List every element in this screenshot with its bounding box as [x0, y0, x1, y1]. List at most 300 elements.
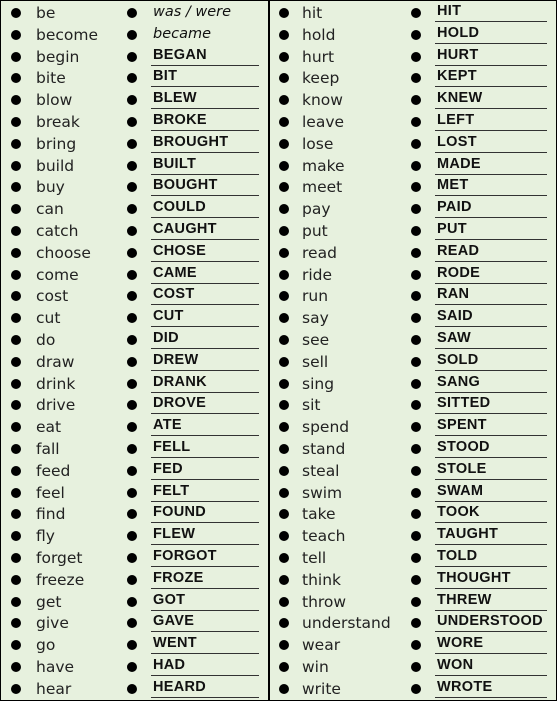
bullet-icon [127, 248, 137, 258]
bullet-icon [279, 379, 289, 389]
bullet-icon [11, 488, 21, 498]
bullet-icon [411, 444, 421, 454]
past-tense-answer: CAME [153, 264, 197, 281]
bullet-icon [127, 182, 137, 192]
answer-underline [151, 174, 259, 175]
bullet-icon [279, 313, 289, 323]
past-tense-answer: FELL [153, 439, 191, 455]
bullet-icon [127, 444, 137, 454]
bullet-icon [279, 466, 289, 476]
verb-row [1, 264, 268, 286]
answer-underline [151, 261, 259, 262]
bullet-icon [127, 291, 137, 301]
base-verb: cost [36, 287, 69, 306]
answer-underline [151, 413, 259, 414]
past-tense-answer: SAID [437, 308, 473, 325]
base-verb: catch [36, 222, 79, 240]
answer-underline [435, 675, 547, 676]
verb-row [270, 547, 556, 569]
bullet-icon [11, 575, 21, 585]
past-tense-answer: FORGOT [153, 548, 217, 564]
answer-underline [151, 195, 259, 196]
verb-row [270, 503, 556, 525]
bullet-icon [127, 422, 137, 432]
verb-row [1, 242, 268, 264]
base-verb: drive [36, 396, 76, 415]
bullet-icon [11, 313, 21, 323]
base-verb: see [302, 331, 330, 349]
answer-underline [435, 152, 547, 153]
bullet-icon [127, 662, 137, 672]
bullet-icon [127, 618, 137, 628]
bullet-icon [279, 575, 289, 585]
verb-row [1, 176, 268, 198]
past-tense-answer: HIT [437, 3, 462, 19]
verb-row [270, 176, 556, 198]
past-tense-answer: HURT [437, 46, 479, 63]
answer-underline [151, 392, 259, 393]
base-verb: swim [302, 483, 343, 502]
bullet-icon [279, 8, 289, 18]
past-tense-answer: ATE [153, 417, 182, 434]
base-verb: leave [302, 113, 345, 131]
bullet-icon [279, 270, 289, 280]
past-tense-answer: LOST [437, 133, 477, 150]
answer-underline [151, 348, 259, 349]
verb-row [1, 46, 268, 68]
answer-underline [435, 283, 547, 284]
bullet-icon [411, 95, 421, 105]
verb-row [1, 416, 268, 438]
base-verb: draw [36, 352, 75, 371]
past-tense-answer: FROZE [153, 569, 204, 586]
left-column-group [1, 1, 268, 700]
right-column-group [270, 1, 556, 700]
bullet-icon [411, 226, 421, 236]
base-verb: fly [36, 527, 55, 546]
past-tense-answer: BOUGHT [153, 177, 218, 194]
past-tense-answer: TOLD [437, 548, 478, 564]
bullet-icon [411, 400, 421, 410]
bullet-icon [127, 575, 137, 585]
answer-underline [151, 217, 259, 218]
past-tense-answer: STOLE [437, 460, 487, 477]
past-tense-answer: was / were [153, 4, 232, 20]
past-tense-answer: DRANK [153, 373, 207, 390]
past-tense-answer: HEARD [153, 678, 207, 695]
base-verb: become [36, 25, 99, 44]
past-tense-answer: FELT [153, 482, 190, 499]
past-tense-answer: CHOSE [153, 242, 207, 259]
bullet-icon [279, 204, 289, 214]
bullet-icon [11, 335, 21, 345]
base-verb: bite [36, 69, 66, 88]
answer-underline [151, 610, 259, 611]
answer-underline [435, 239, 547, 240]
past-tense-answer: SANG [437, 373, 481, 390]
bullet-icon [127, 161, 137, 171]
base-verb: can [36, 200, 64, 219]
past-tense-answer: RAN [437, 286, 470, 303]
bullet-icon [279, 117, 289, 127]
answer-underline [435, 65, 547, 66]
bullet-icon [127, 117, 137, 127]
past-tense-answer: TAUGHT [437, 526, 499, 543]
base-verb: choose [36, 243, 91, 262]
past-tense-answer: DID [153, 330, 179, 346]
verb-row [270, 416, 556, 438]
bullet-icon [127, 553, 137, 563]
bullet-icon [411, 553, 421, 563]
verb-row [270, 351, 556, 373]
verb-row [270, 569, 556, 591]
past-tense-answer: KNEW [437, 90, 483, 107]
past-tense-answer: WON [437, 657, 474, 673]
bullet-icon [411, 509, 421, 519]
past-tense-answer: COULD [153, 199, 207, 216]
past-tense-answer: HAD [153, 657, 186, 673]
past-tense-answer: FOUND [153, 504, 207, 521]
verb-row [270, 307, 556, 329]
base-verb: bring [36, 134, 77, 153]
bullet-icon [411, 73, 421, 83]
answer-underline [151, 631, 259, 632]
bullet-icon [11, 422, 21, 432]
bullet-icon [411, 531, 421, 541]
bullet-icon [279, 52, 289, 62]
past-tense-answer: BEGAN [153, 46, 207, 63]
base-verb: win [302, 658, 329, 676]
bullet-icon [279, 226, 289, 236]
answer-underline [151, 108, 259, 109]
bullet-icon [279, 248, 289, 258]
bullet-icon [11, 182, 21, 192]
answer-underline [151, 566, 259, 567]
answer-underline [151, 130, 259, 131]
verb-row [270, 394, 556, 416]
bullet-icon [279, 400, 289, 410]
answer-underline [151, 326, 259, 327]
bullet-icon [11, 52, 21, 62]
past-tense-answer: UNDERSTOOD [437, 613, 543, 630]
bullet-icon [127, 466, 137, 476]
bullet-icon [11, 139, 21, 149]
verb-row [1, 460, 268, 482]
past-tense-answer: KEPT [437, 68, 477, 85]
verb-row [1, 547, 268, 569]
past-tense-answer: GOT [153, 591, 186, 608]
past-tense-answer: TOOK [437, 504, 480, 521]
base-verb: pay [302, 200, 331, 219]
past-tense-answer: CAUGHT [153, 221, 217, 237]
answer-underline [435, 174, 547, 175]
base-verb: read [302, 243, 337, 262]
bullet-icon [411, 640, 421, 650]
verb-row [1, 525, 268, 547]
base-verb: freeze [36, 570, 85, 589]
past-tense-answer: PUT [437, 221, 467, 237]
bullet-icon [11, 444, 21, 454]
verb-row [1, 198, 268, 220]
base-verb: come [36, 265, 79, 284]
bullet-icon [11, 684, 21, 694]
bullet-icon [127, 8, 137, 18]
past-tense-answer: SWAM [437, 482, 484, 499]
answer-underline [435, 304, 547, 305]
verb-row [1, 155, 268, 177]
bullet-icon [127, 684, 137, 694]
bullet-icon [127, 509, 137, 519]
base-verb: feel [36, 483, 65, 502]
base-verb: cut [36, 309, 61, 328]
bullet-icon [11, 117, 21, 127]
answer-underline [435, 261, 547, 262]
answer-underline [435, 86, 547, 87]
verb-row [270, 634, 556, 656]
base-verb: buy [36, 178, 65, 197]
bullet-icon [127, 73, 137, 83]
answer-underline [435, 566, 547, 567]
base-verb: meet [302, 178, 343, 197]
verb-row [1, 111, 268, 133]
base-verb: keep [302, 69, 340, 88]
answer-underline [151, 675, 259, 676]
bullet-icon [279, 335, 289, 345]
base-verb: be [36, 4, 56, 22]
answer-underline [435, 217, 547, 218]
verb-row [270, 24, 556, 46]
bullet-icon [127, 488, 137, 498]
past-tense-answer: WROTE [437, 678, 493, 695]
bullet-icon [11, 226, 21, 236]
base-verb: put [302, 222, 328, 240]
answer-underline [435, 544, 547, 545]
verb-row [270, 482, 556, 504]
base-verb: throw [302, 592, 347, 611]
bullet-icon [279, 684, 289, 694]
bullet-icon [279, 182, 289, 192]
bullet-icon [127, 204, 137, 214]
bullet-icon [279, 30, 289, 40]
verb-row [1, 634, 268, 656]
verb-row [270, 2, 556, 24]
base-verb: say [302, 309, 329, 328]
base-verb: begin [36, 47, 80, 66]
past-tense-answer: THOUGHT [437, 569, 511, 586]
bullet-icon [411, 335, 421, 345]
answer-underline [435, 326, 547, 327]
past-tense-answer: WORE [437, 635, 484, 652]
verb-row [270, 220, 556, 242]
bullet-icon [411, 597, 421, 607]
answer-underline [435, 631, 547, 632]
answer-underline [435, 697, 547, 698]
bullet-icon [127, 400, 137, 410]
verb-row [1, 2, 268, 24]
verb-row [1, 285, 268, 307]
verb-row [270, 264, 556, 286]
bullet-icon [279, 139, 289, 149]
past-tense-answer: DROVE [153, 395, 207, 412]
past-tense-answer: STOOD [437, 439, 490, 455]
past-tense-answer: BROKE [153, 112, 207, 128]
base-verb: eat [36, 418, 62, 437]
bullet-icon [11, 553, 21, 563]
bullet-icon [279, 357, 289, 367]
bullet-icon [127, 30, 137, 40]
base-verb: teach [302, 527, 346, 546]
base-verb: go [36, 636, 56, 655]
answer-underline [435, 195, 547, 196]
verb-row [1, 133, 268, 155]
past-tense-answer: GAVE [153, 613, 195, 630]
base-verb: stand [302, 440, 346, 458]
past-tense-answer: BLEW [153, 90, 197, 107]
past-tense-answer: FED [153, 460, 183, 477]
bullet-icon [11, 204, 21, 214]
bullet-icon [279, 161, 289, 171]
bullet-icon [411, 291, 421, 301]
verb-row [1, 67, 268, 89]
bullet-icon [127, 313, 137, 323]
base-verb: know [302, 91, 343, 110]
verb-row [1, 482, 268, 504]
base-verb: run [302, 287, 329, 306]
verb-row [1, 329, 268, 351]
answer-underline [151, 653, 259, 654]
bullet-icon [127, 640, 137, 650]
base-verb: hurt [302, 47, 335, 66]
verb-row [1, 656, 268, 678]
verb-row [270, 89, 556, 111]
base-verb: get [36, 592, 62, 611]
bullet-icon [11, 95, 21, 105]
answer-underline [435, 610, 547, 611]
base-verb: find [36, 505, 66, 524]
answer-underline [151, 239, 259, 240]
answer-underline [435, 457, 547, 458]
answer-underline [435, 392, 547, 393]
bullet-icon [411, 204, 421, 214]
bullet-icon [11, 30, 21, 40]
base-verb: fall [36, 440, 60, 458]
bullet-icon [11, 8, 21, 18]
past-tense-answer: SITTED [437, 395, 491, 412]
past-tense-answer: FLEW [153, 526, 196, 543]
bullet-icon [127, 357, 137, 367]
answer-underline [151, 283, 259, 284]
verb-row [270, 591, 556, 613]
verb-row [270, 525, 556, 547]
bullet-icon [279, 444, 289, 454]
past-tense-answer: WENT [153, 635, 197, 652]
base-verb: sell [302, 352, 329, 371]
verb-row [270, 373, 556, 395]
bullet-icon [11, 248, 21, 258]
answer-underline [435, 43, 547, 44]
past-tense-answer: SOLD [437, 351, 479, 368]
bullet-icon [279, 488, 289, 498]
bullet-icon [411, 313, 421, 323]
past-tense-answer: LEFT [437, 112, 475, 128]
verb-row [270, 438, 556, 460]
base-verb: spend [302, 418, 350, 437]
base-verb: take [302, 505, 336, 524]
bullet-icon [279, 597, 289, 607]
bullet-icon [411, 30, 421, 40]
bullet-icon [411, 182, 421, 192]
base-verb: sit [302, 396, 321, 415]
bullet-icon [11, 357, 21, 367]
verb-row [1, 220, 268, 242]
base-verb: hear [36, 679, 72, 698]
bullet-icon [127, 226, 137, 236]
past-tense-answer: BIT [153, 68, 178, 85]
bullet-icon [411, 618, 421, 628]
bullet-icon [279, 73, 289, 83]
verb-row [270, 155, 556, 177]
verb-row [270, 460, 556, 482]
answer-underline [151, 435, 259, 436]
bullet-icon [11, 73, 21, 83]
verb-row [270, 656, 556, 678]
bullet-icon [279, 95, 289, 105]
answer-underline [151, 544, 259, 545]
base-verb: give [36, 614, 69, 633]
bullet-icon [279, 531, 289, 541]
bullet-icon [11, 531, 21, 541]
bullet-icon [411, 161, 421, 171]
base-verb: hit [302, 4, 323, 22]
answer-underline [151, 457, 259, 458]
bullet-icon [279, 509, 289, 519]
answer-underline [151, 697, 259, 698]
past-tense-answer: CUT [153, 308, 184, 325]
bullet-icon [127, 597, 137, 607]
bullet-icon [11, 466, 21, 476]
answer-underline [151, 65, 259, 66]
verb-row [1, 373, 268, 395]
bullet-icon [411, 357, 421, 367]
base-verb: have [36, 658, 75, 676]
answer-underline [435, 370, 547, 371]
bullet-icon [279, 640, 289, 650]
verb-row [270, 612, 556, 634]
past-tense-answer: READ [437, 242, 480, 259]
base-verb: wear [302, 636, 341, 655]
bullet-icon [279, 291, 289, 301]
bullet-icon [411, 117, 421, 127]
base-verb: steal [302, 461, 340, 480]
bullet-icon [127, 95, 137, 105]
bullet-icon [11, 161, 21, 171]
bullet-icon [411, 270, 421, 280]
bullet-icon [11, 597, 21, 607]
base-verb: build [36, 156, 75, 175]
bullet-icon [279, 618, 289, 628]
bullet-icon [411, 488, 421, 498]
bullet-icon [127, 139, 137, 149]
bullet-icon [11, 270, 21, 280]
answer-underline [435, 588, 547, 589]
verb-row [270, 133, 556, 155]
verb-row [270, 67, 556, 89]
bullet-icon [411, 379, 421, 389]
answer-underline [435, 522, 547, 523]
answer-underline [435, 413, 547, 414]
bullet-icon [411, 662, 421, 672]
base-verb: drink [36, 374, 76, 393]
